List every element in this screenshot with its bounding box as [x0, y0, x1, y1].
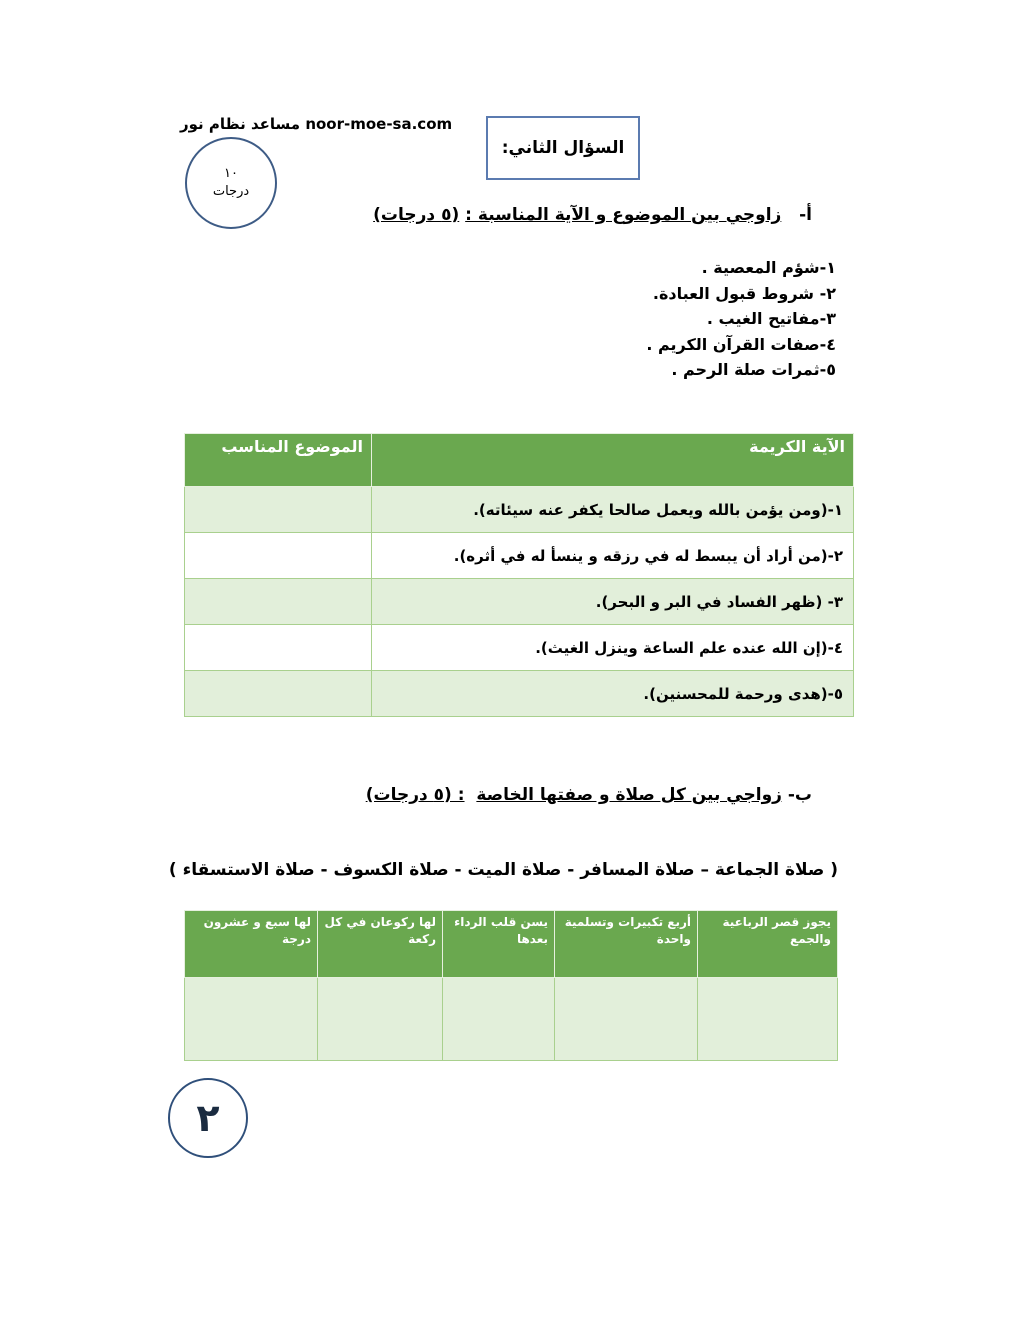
- answer-cell[interactable]: [185, 579, 372, 625]
- topic-item: ٥-ثمرات صلة الرحم .: [671, 360, 836, 379]
- topic-list: [436, 255, 836, 383]
- trait-header: يجوز قصر الرباعية والجمع: [698, 911, 838, 978]
- verse-cell: ٣- (ظهر الفساد في البر و البحر).: [372, 579, 854, 625]
- page-number-circle: [168, 1078, 248, 1158]
- table-header-row: [185, 911, 838, 978]
- trait-header: لها ركوعان في كل ركعة: [318, 911, 443, 978]
- trait-header: يسن قلب الرداء بعدها: [443, 911, 555, 978]
- table-header-row: [185, 434, 854, 487]
- answer-cell[interactable]: [443, 978, 555, 1061]
- header-verse: الآية الكريمة: [372, 434, 854, 487]
- score-unit: درجات: [212, 184, 250, 199]
- topic-item: ٣-مفاتيح الغيب .: [706, 309, 836, 328]
- verse-cell: ١-(ومن يؤمن بالله ويعمل صالحا يكفر عنه سيئاته).: [372, 487, 854, 533]
- verse-topic-table: [184, 433, 854, 717]
- section-a-heading: [373, 205, 812, 225]
- table-row: [185, 487, 854, 533]
- answer-cell[interactable]: [185, 487, 372, 533]
- section-b-marks: : (٥ درجات): [365, 785, 465, 805]
- table-row: [185, 533, 854, 579]
- table-row: [185, 978, 838, 1061]
- answer-cell[interactable]: [318, 978, 443, 1061]
- question-title-box: [486, 116, 640, 180]
- table-row: [185, 579, 854, 625]
- question-title: السؤال الثاني:: [501, 138, 625, 158]
- answer-cell[interactable]: [555, 978, 698, 1061]
- section-a-marks: (٥ درجات): [373, 205, 460, 225]
- watermark: مساعد نظام نور noor-moe-sa.com: [180, 115, 453, 133]
- score-circle: [185, 137, 277, 229]
- table-row: [185, 671, 854, 717]
- section-b-heading: [366, 785, 812, 805]
- topic-item: ١-شؤم المعصية .: [701, 258, 836, 277]
- prayer-trait-table: [184, 910, 838, 1061]
- answer-cell[interactable]: [185, 625, 372, 671]
- topic-item: ٢- شروط قبول العبادة.: [652, 283, 836, 303]
- section-b-title: زواجي بين كل صلاة و صفتها الخاصة: [476, 785, 782, 805]
- answer-cell[interactable]: [185, 533, 372, 579]
- prayer-list: ( صلاة الجماعة – صلاة المسافر - صلاة الميت - صلاة الكسوف - صلاة الاستسقاء ): [168, 860, 838, 880]
- header-topic: الموضوع المناسب: [185, 434, 372, 487]
- trait-header: لها سبع و عشرون درجة: [185, 911, 318, 978]
- answer-cell[interactable]: [185, 671, 372, 717]
- section-b-prefix: ب-: [787, 785, 812, 805]
- verse-cell: ٤-(إن الله عنده علم الساعة وينزل الغيث).: [372, 625, 854, 671]
- answer-cell[interactable]: [698, 978, 838, 1061]
- score-number: ١٠: [224, 166, 238, 181]
- page-number: ٢: [196, 1096, 220, 1140]
- section-a-title: زاوجي بين الموضوع و الآية المناسبة :: [465, 205, 782, 225]
- topic-item: ٤-صفات القرآن الكريم .: [646, 334, 836, 354]
- verse-cell: ٥-(هدى ورحمة للمحسنين).: [372, 671, 854, 717]
- verse-cell: ٢-(من أراد أن يبسط له في رزقه و ينسأ له في أثره).: [372, 533, 854, 579]
- trait-header: أربع تكبيرات وتسلمية واحدة: [555, 911, 698, 978]
- table-row: [185, 625, 854, 671]
- section-a-prefix: أ-: [799, 205, 812, 225]
- answer-cell[interactable]: [185, 978, 318, 1061]
